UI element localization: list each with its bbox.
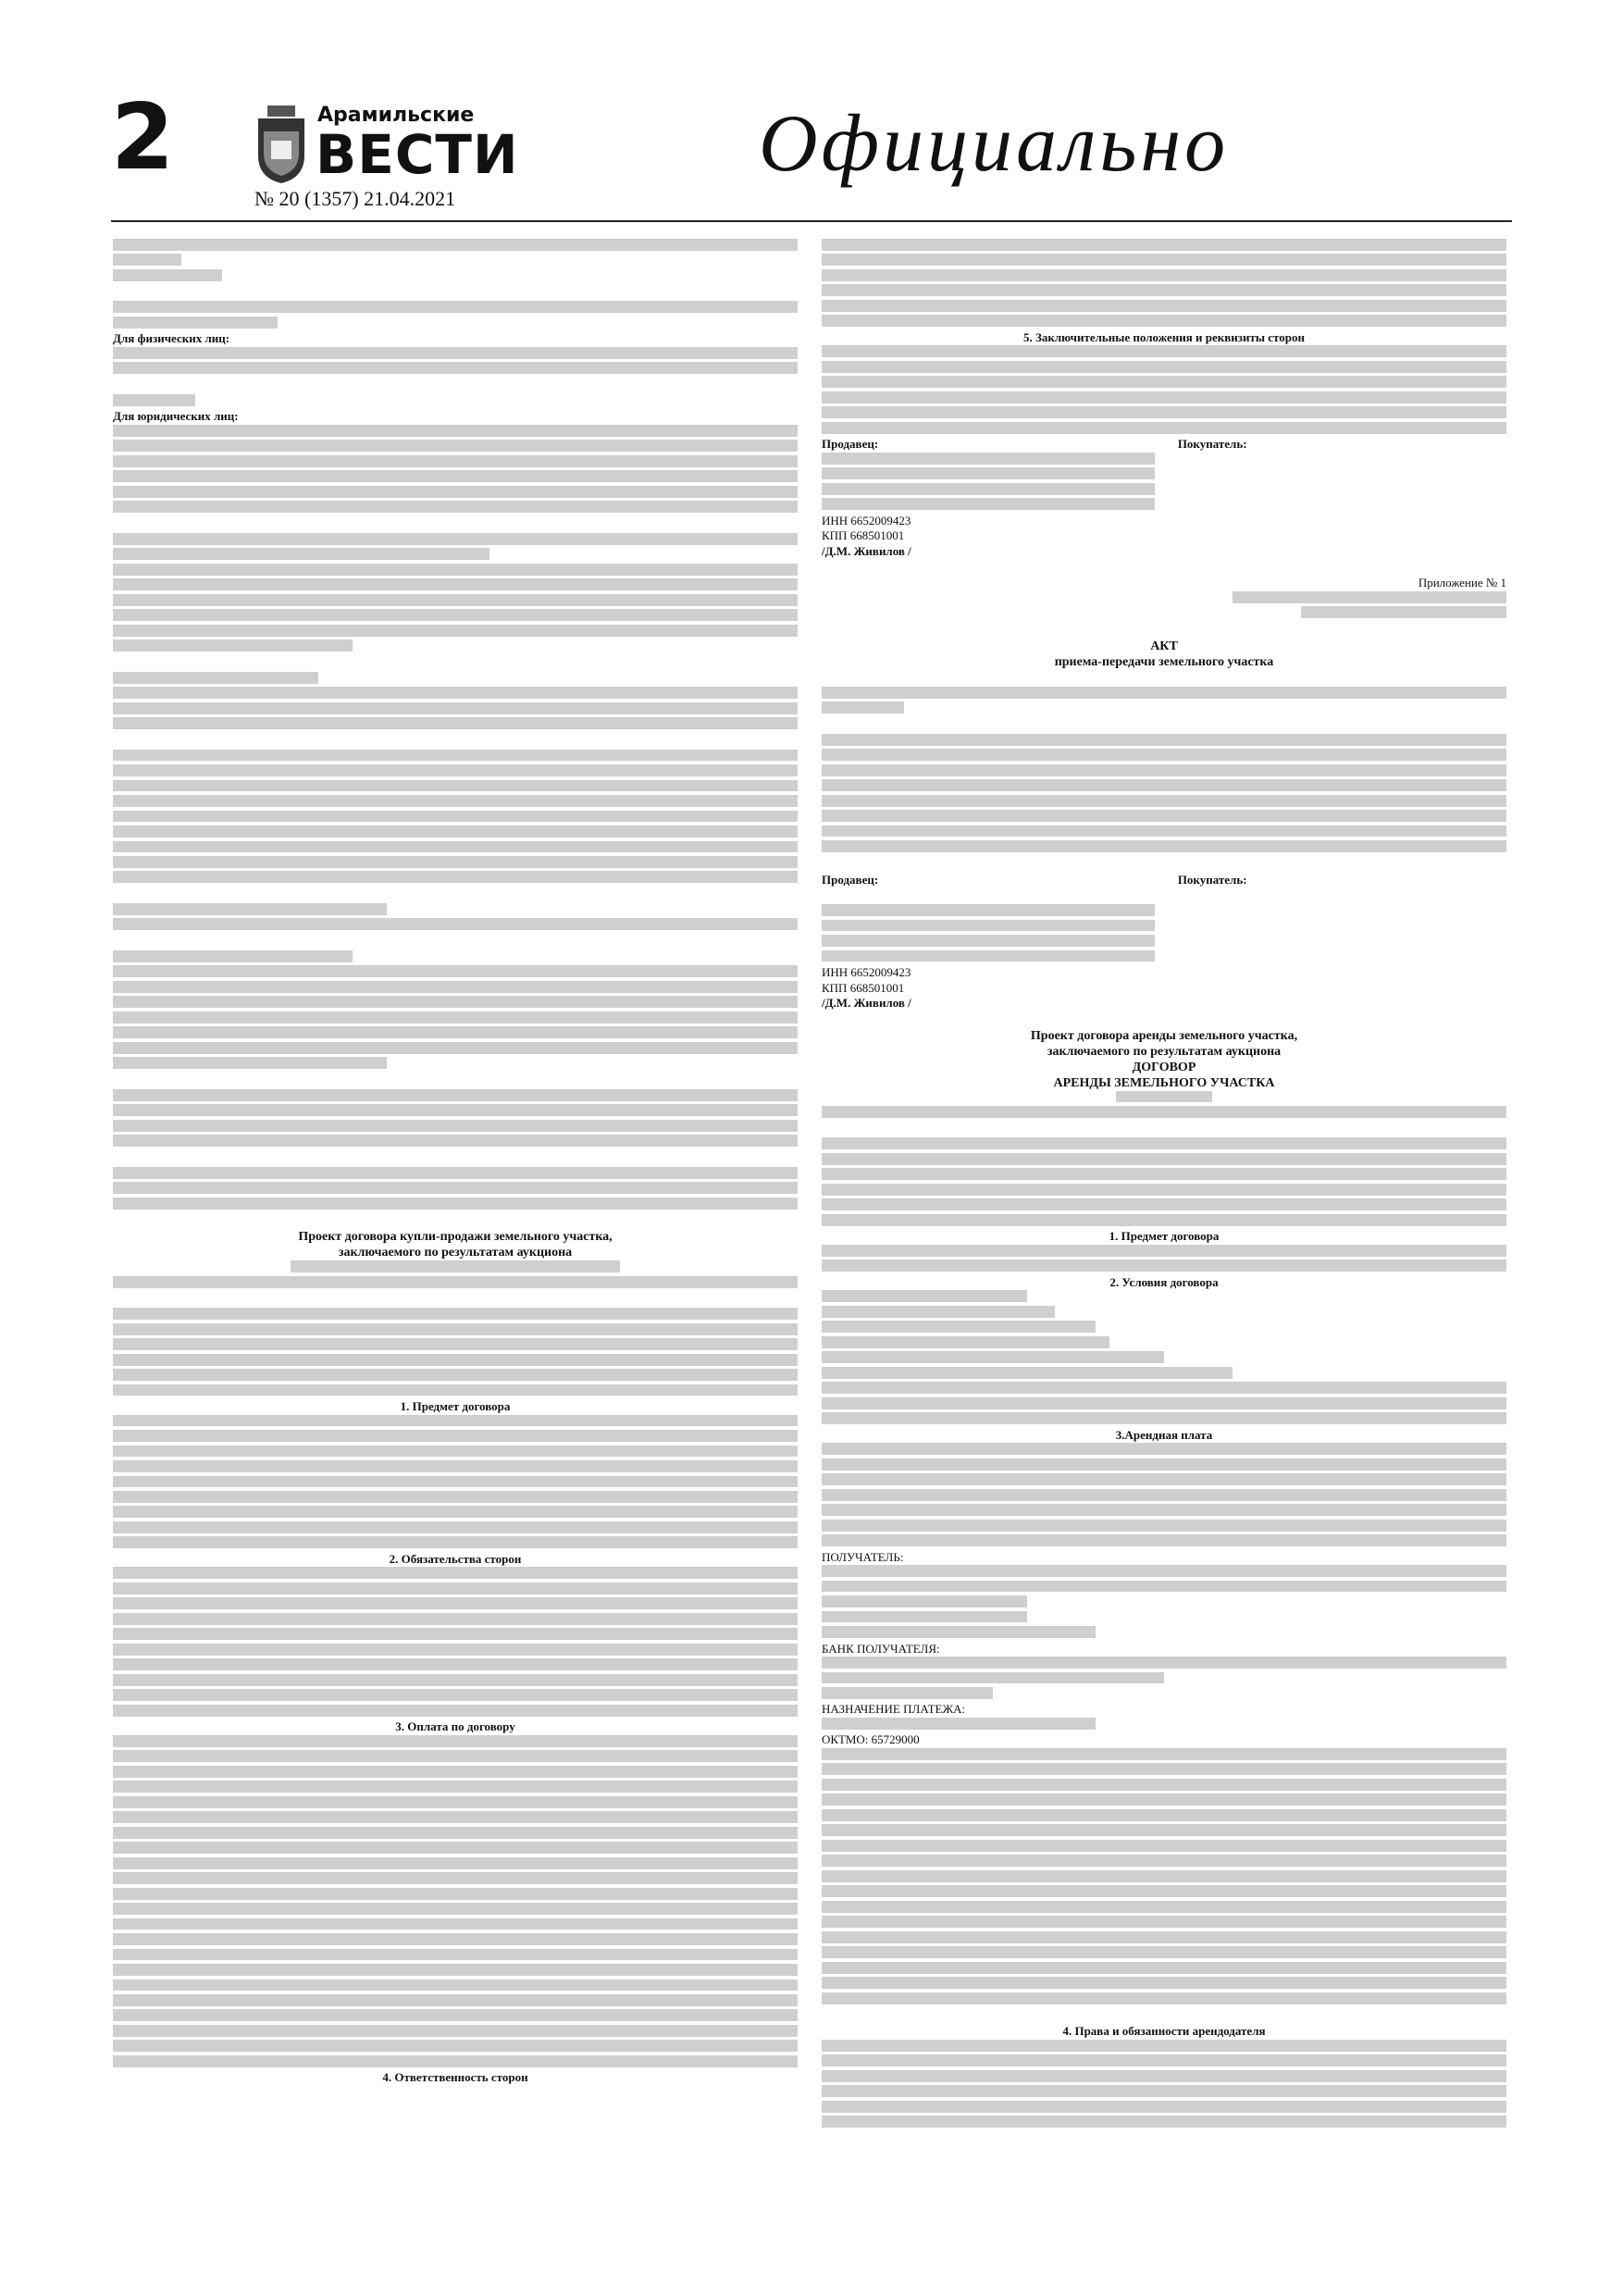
lease-section-2: 2. Условия договора — [1109, 1274, 1219, 1289]
individuals-heading: Для физических лиц: — [113, 331, 230, 346]
logo-title-small: Арамильские — [317, 104, 475, 127]
seller-inn: ИНН 6652009423 — [822, 513, 911, 527]
sale-section-2: 2. Обязательства сторон — [389, 1551, 522, 1566]
header-divider — [111, 220, 1512, 222]
seller-label: Продавец: — [822, 437, 879, 452]
lease-project-title: Проект договора аренды земельного участка, — [1030, 1028, 1298, 1043]
act-subtitle: приема-передачи земельного участка — [1054, 654, 1274, 669]
lease-contract-title: АРЕНДЫ ЗЕМЕЛЬНОГО УЧАСТКА — [1053, 1075, 1275, 1090]
left-column — [113, 239, 798, 2228]
lease-section-3: 3.Арендная плата — [1115, 1427, 1213, 1442]
right-column — [822, 239, 1506, 2228]
act-seller-label: Продавец: — [822, 872, 879, 887]
legal-entities-heading: Для юридических лиц: — [113, 409, 239, 424]
lease-section-4: 4. Права и обязанности арендодателя — [1062, 2024, 1266, 2039]
lease-oktmo: ОКТМО: 65729000 — [822, 1732, 920, 1747]
sale-contract-subtitle: заключаемого по результатам аукциона — [338, 1246, 573, 1260]
lease-project-subtitle: заключаемого по результатам аукциона — [1047, 1044, 1282, 1059]
act-seller-signer: /Д.М. Живилов / — [822, 996, 911, 1010]
act-buyer-label: Покупатель: — [1177, 872, 1247, 887]
page-number: 2 — [111, 85, 175, 191]
act-title: АКТ — [1150, 639, 1178, 653]
sale-section-4: 4. Ответственность сторон — [382, 2070, 528, 2085]
sale-section-1: 1. Предмет договора — [400, 1399, 511, 1414]
sale-section-5: 5. Заключительные положения и реквизиты сторон — [1023, 329, 1305, 344]
buyer-label: Покупатель: — [1177, 437, 1247, 452]
section-title: Официально — [759, 99, 1230, 189]
issue-number: № 20 (1357) 21.04.2021 — [254, 187, 456, 210]
sale-signatures — [822, 437, 1506, 559]
lease-recipient-label: ПОЛУЧАТЕЛЬ: — [822, 1549, 904, 1564]
seller-signer: /Д.М. Живилов / — [822, 543, 911, 558]
act-seller-kpp: КПП 668501001 — [822, 980, 905, 995]
lease-bank-label: БАНК ПОЛУЧАТЕЛЯ: — [822, 1641, 940, 1656]
logo-title-big: ВЕСТИ — [316, 123, 519, 186]
sale-section-3: 3. Оплата по договору — [395, 1719, 515, 1734]
masthead — [111, 85, 1512, 213]
act-signatures — [822, 873, 1506, 1011]
seller-kpp: КПП 668501001 — [822, 528, 905, 543]
lease-section-1: 1. Предмет договора — [1109, 1229, 1220, 1244]
city-emblem-icon — [254, 104, 308, 185]
annex-label: Приложение № 1 — [1418, 576, 1506, 590]
lease-purpose-label: НАЗНАЧЕНИЕ ПЛАТЕЖА: — [822, 1702, 966, 1717]
act-seller-inn: ИНН 6652009423 — [822, 965, 911, 979]
lease-contract-label: ДОГОВОР — [1132, 1060, 1196, 1074]
sale-contract-title: Проект договора купли-продажи земельного участка, — [298, 1230, 613, 1245]
newspaper-logo — [254, 104, 519, 187]
